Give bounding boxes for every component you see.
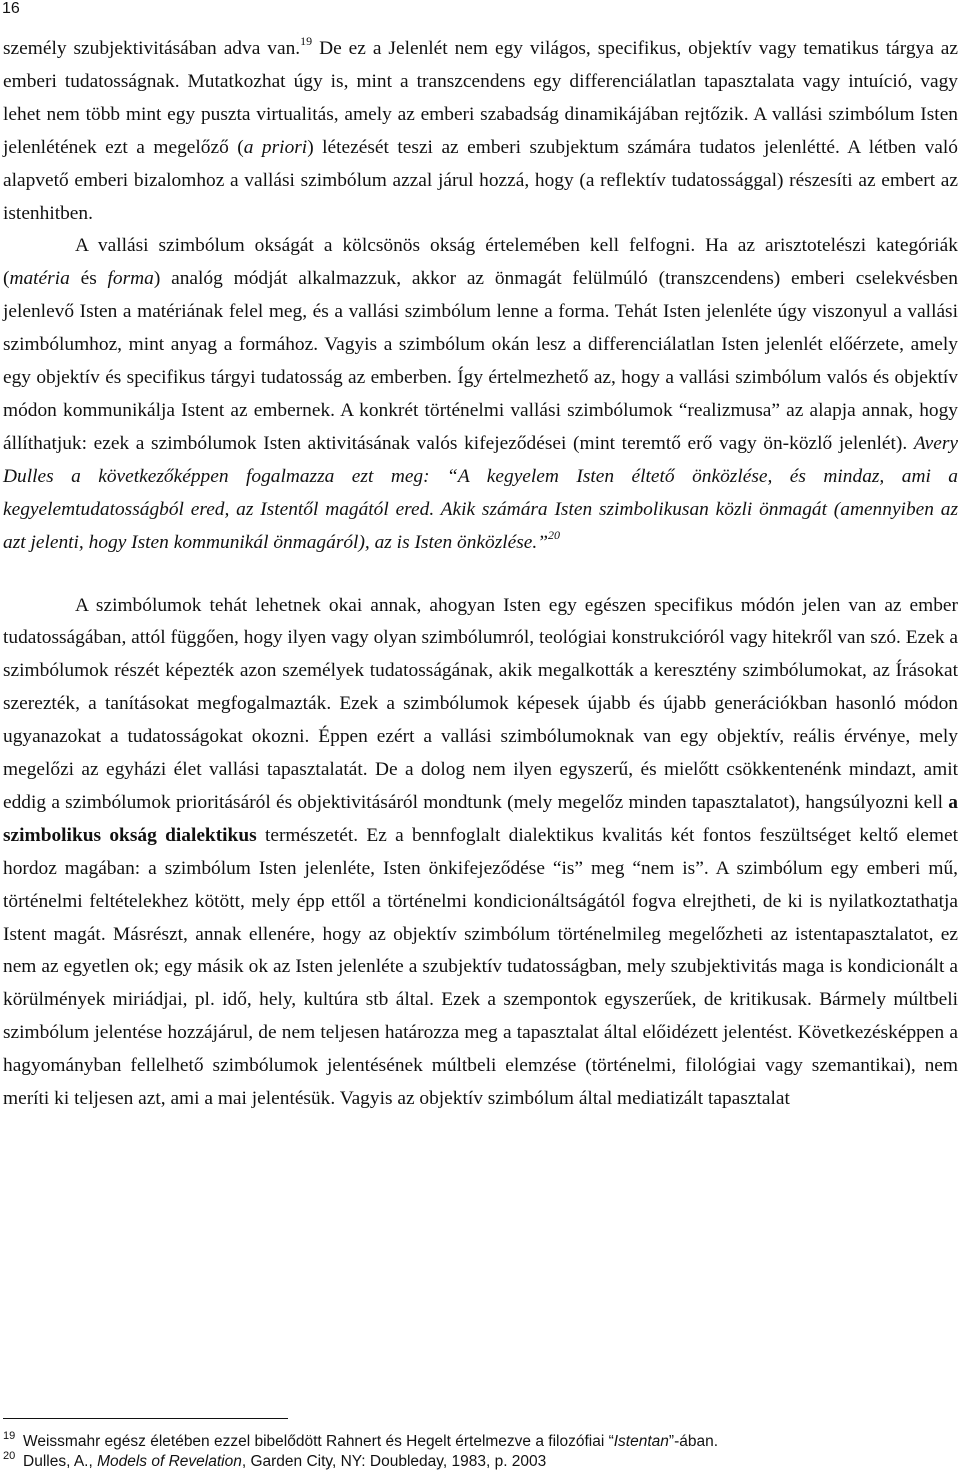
footnote-ref: 20 [548,527,561,542]
footnote [3,1452,958,1472]
text-run: személy szubjektivitásában adva van. [3,38,301,59]
paragraph [3,33,958,230]
text-run: ) létezését teszi az emberi szubjektum számára tudatos jelenlétté. A létben való alapvető emberi bizalomhoz a vallási szimbólum azzal járul hozzá, hogy (a reflektív tudatossággal) részesíti az embert az istenhitben. [3,136,958,224]
text-run: ) analóg módját alkalmazzuk, akkor az önmagát felülmúló (transzcendens) emberi cselekvésben jelenlevő Isten a matériának felel meg, és a vallási szimbólum lenne a forma. Tehát Isten jelenléte úgy viszonyul a vallási szimbólumhoz, mint anyag a formához. Vagyis a szimbólum okán lesz a differenciálatlan Isten jelenlét előérzete, amely egy objektív és specifikus tárgyi tudatosság az emberben. Így értelmezhető az, hogy a vallási szimbólum valós és objektív módon kommunikálja Istent az embernek. A konkrét történelmi vallási szimbólumok “realizmusa” az alapja annak, hogy állíthatjuk: ezek a szimbólumok Isten aktivitásának valós kifejeződései (mint teremtő erő vagy ön-közlő jelenlét). [3,268,958,454]
text-run: Weissmahr egész életében ezzel bibelődött Rahnert és Hegelt értelmezve a filozófiai “ [23,1433,614,1450]
italic-text: Avery Dulles a következőképpen fogalmazza ezt meg: “A kegyelem Isten éltető önközlése, és mindaz, ami a kegyelemtudatosságból ered, az Istentől magától ered. Akik számára Isten szimbolikusan közli önmagát (amennyiben az azt jelenti, hogy Isten kommunikál önmagáról), az is Isten önközlése.” [3,432,958,553]
text-run: és [69,268,108,290]
italic-text: Istentan [613,1433,669,1450]
text-run: természetét. Ez a bennfoglalt dialektikus kvalitás két fontos feszültséget keltő elemet hordoz magában: a szimbólum Isten jelenléte, Isten önkifejeződése “is” meg “nem is”. A szimbólum egy emberi mű, történelmi feltételekhez kötött, mely épp ettől a történelmi kondicionáltságától fogva elrejtheti, de ki is nyilatkoztathatja Istent magát. Másrészt, annak ellenére, hogy az objektív szimbólum történelmileg megelőzheti az istentapasztalatot, ez nem az egyetlen ok; egy másik ok az Isten jelenléte a szubjektív tudatosságban, mely szubjektivitás maga is kondicionált a körülmények miriádjai, pl. idő, hely, kultúra stb által. Ezek a szempontok egyszerűek, de kritikusak. Bármely múltbeli szimbólum jelentése hozzájárul, de nem teljesen határozza meg a tapasztalat által előidézett jelentést. Következésképpen a hagyományban fellelhető szimbólumok jelentésének múltbeli elemzése (történelmi, filológiai vagy szemantikai), nem meríti ki teljesen azt, ami a mai jelentésük. Vagyis az objektív szimbólum által mediatizált tapasztalat [3,824,958,1110]
text-run: ”-ában. [668,1433,719,1450]
italic-text: a priori [243,136,308,158]
text-run: Dulles, A., [23,1453,98,1470]
text-run: De ez a Jelenlét nem egy világos, specifikus, objektív vagy tematikus tárgya az emberi tudatosságnak. Mutatkozhat úgy is, mint a transzcendens egy differenciálatlan tapasztalata vagy intuíció, vagy lehet nem több mint egy puszta virtualitás, amely az emberi szabadság dinamikájában rejtőzik. A vallási szimbólum Isten jelenlétének ezt a megelőző ( [3,38,958,158]
footnote-separator [3,1418,288,1419]
footnote [3,1432,958,1452]
text-run: A szimbólumok tehát lehetnek okai annak, ahogyan Isten egy egészen specifikus módón jelen van az ember tudatosságában, attól függően, hogy ilyen vagy olyan szimbólumról, teológiai konstrukcióról vagy hitekről van szó. Ezek a szimbólumok részét képezték azon személyek tudatosságának, akik megalkották a keresztény szimbólumokat, az Írásokat szerezték, a tanításokat megfogalmazták. Ezek a szimbólumok képesek újabb és újabb generációkban hasonló módon ugyanazokat a tudatosságokat okozni. Éppen ezért a vallási szimbólumoknak van egy objektív, reális érvénye, mely megelőzi az egyházi élet vallási tapasztalatát. De a dolog nem ilyen egyszerű, és mielőtt csökkentenénk mindazt, amit eddig a szimbólumok prioritásáról és objektivitásáról mondtunk (mely megelőz minden tapasztalatot), hangsúlyozni kell [3,594,958,813]
paragraph [3,590,958,1117]
footnote-text [23,1433,718,1450]
footnotes [3,1432,958,1472]
bold-text: a szimbolikus okság dialektikus [3,791,958,846]
footnote-number: 19 [3,1430,16,1442]
footnote-ref: 19 [300,34,313,48]
italic-text: Models of Revelation [97,1453,242,1470]
italic-text: matéria [9,268,70,290]
body-text [3,33,958,1116]
text-run: A vallási szimbólum okságát a kölcsönös okság értelemében kell felfogni. Ha az arisztotelészi kategóriák ( [3,235,958,290]
footnote-number: 20 [3,1450,16,1462]
page-number: 16 [2,0,20,17]
text-run: , Garden City, NY: Doubleday, 1983, p. 2003 [241,1453,547,1470]
paragraph [3,230,958,559]
italic-text: forma [107,268,154,290]
footnote-text [23,1453,546,1470]
